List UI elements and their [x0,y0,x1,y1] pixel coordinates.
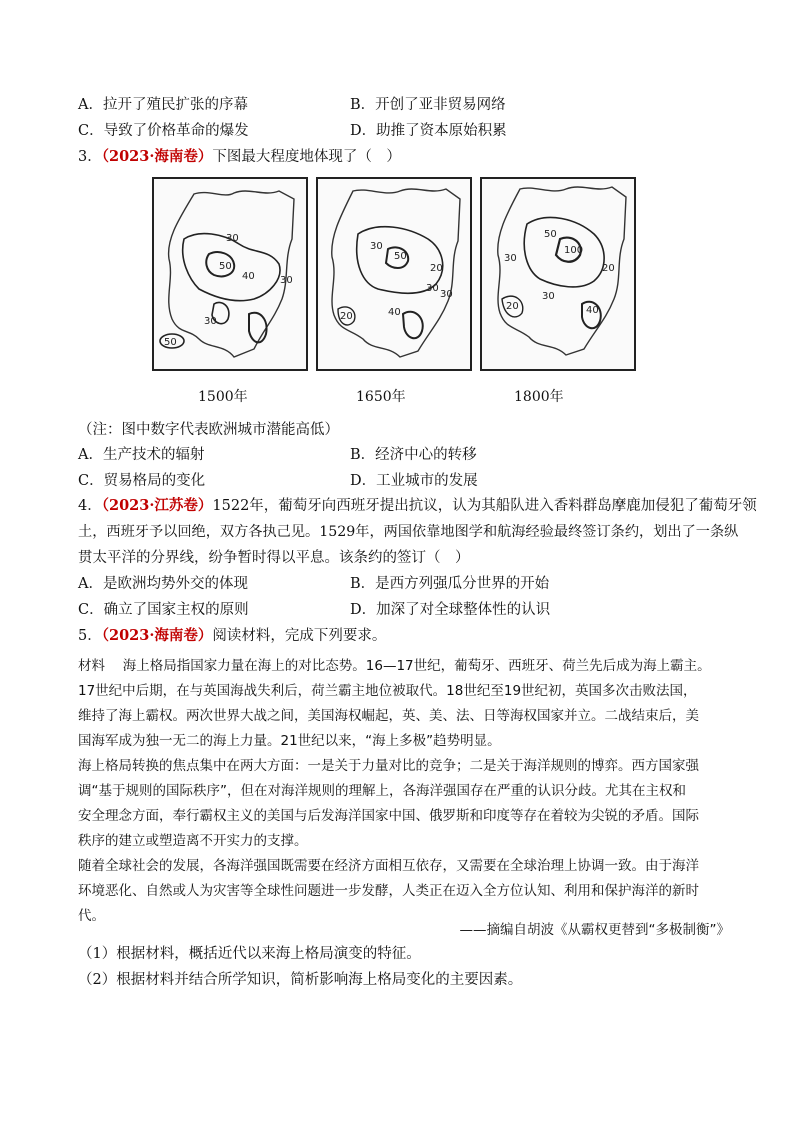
q4-options-row-1 [78,574,728,594]
map-1800-label-5: 20 [506,301,519,312]
map-caption-1800: 1800年 [514,389,564,405]
q3-option-c: C．贸易格局的变化 [78,473,206,489]
map-1500-drawing [154,179,306,369]
map-1650-label-4: 30 [440,289,453,300]
map-1650-label-7: 40 [388,307,401,318]
map-1800-drawing [482,179,634,369]
map-1650-drawing [318,179,470,369]
map-caption-1500: 1500年 [198,389,248,405]
map-1800-label-4: 20 [602,263,615,274]
map-1800-label-2: 30 [504,253,517,264]
map-1650-label-3: 20 [430,263,443,274]
map-1500-label-2: 40 [242,271,255,282]
material-line-2: 17世纪中后期，在与英国海战失利后，荷兰霸主地位被取代。18世纪至19世纪初，英国多次击败法国， [78,683,697,699]
map-1500-label-5: 30 [204,316,217,327]
q4-option-a: A．是欧洲均势外交的体现 [78,576,248,592]
q2-options-row-2 [78,121,728,141]
q4-line-2: 土，西班牙予以回绝，双方各执己见。1529年，两国依靠地图学和航海经验最终签订条约，划出了一条纵 [78,524,739,540]
q4-line-1 [78,496,757,516]
q4-options-row-2 [78,600,728,620]
q5-stem [78,626,728,646]
q3-stem-text: 下图最大程度地体现了（ ） [212,149,401,165]
q2-option-d: D．助推了资本原始积累 [350,123,507,139]
q5-number: 5． [78,628,102,644]
q4-text-1: 1522年，葡萄牙向西班牙提出抗议，认为其船队进入香料群岛摩鹿加侵犯了葡萄牙领 [212,498,757,514]
map-1500-label-6: 50 [164,337,177,348]
q3-option-d: D．工业城市的发展 [350,473,478,489]
map-1500 [152,177,308,371]
map-1650-label-2: 50 [394,251,407,262]
q5-sub-question-1: （1）根据材料，概括近代以来海上格局演变的特征。 [78,946,421,962]
material-line-10: 环境恶化、自然或人为灾害等全球性问题进一步发酵，人类正在迈入全方位认知、利用和保护海洋的新时 [78,883,699,899]
material-line-6: 调“基于规则的国际秩序”，但在对海洋规则的理解上，各海洋强国存在严重的认识分歧。尤其在主权和 [78,783,686,799]
material-line-8: 秩序的建立或塑造离不开实力的支撑。 [78,833,308,849]
q5-stem-text: 阅读材料，完成下列要求。 [212,628,387,644]
material-line-5: 海上格局转换的焦点集中在两大方面：一是关于力量对比的竞争；二是关于海洋规则的博弈。西方国家强 [78,758,699,774]
material-line-4: 国海军成为独一无二的海上力量。21世纪以来，“海上多极”趋势明显。 [78,733,501,749]
q2-option-b: B．开创了亚非贸易网络 [350,97,506,113]
q4-number: 4． [78,498,102,514]
q4-source: （2023·江苏卷） [101,497,213,514]
map-caption-1650: 1650年 [356,389,406,405]
map-1800-label-6: 30 [542,291,555,302]
q3-source: （2023·海南卷） [101,148,213,165]
q5-source: （2023·海南卷） [101,627,213,644]
q4-option-b: B．是西方列强瓜分世界的开始 [350,576,550,592]
map-1650 [316,177,472,371]
q3-number: 3． [78,149,102,165]
q4-line-3: 贯太平洋的分界线，纷争暂时得以平息。该条约的签订（ ） [78,550,470,566]
material-line-3: 维持了海上霸权。两次世界大战之间，美国海权崛起，英、美、法、日等海权国家并立。二战结束后，美 [78,708,699,724]
q2-option-c: C．导致了价格革命的爆发 [78,123,249,139]
q3-option-b: B．经济中心的转移 [350,447,477,463]
map-1650-label-5: 20 [340,311,353,322]
q5-sub-question-2: （2）根据材料并结合所学知识，简析影响海上格局变化的主要因素。 [78,972,523,988]
map-1500-label-3: 50 [219,261,232,272]
material-line-1: 材料 海上格局指国家力量在海上的对比态势。16—17世纪，葡萄牙、西班牙、荷兰先后成为海上霸主。 [78,658,711,674]
q5-material [78,654,730,929]
map-1650-label-1: 30 [370,241,383,252]
q3-options-row-1 [78,445,728,465]
map-1650-label-6: 30 [426,283,439,294]
q2-options-row-1 [78,95,728,115]
map-1800 [480,177,636,371]
q3-options-row-2 [78,471,728,491]
material-line-9: 随着全球社会的发展，各海洋强国既需要在经济方面相互依存，又需要在全球治理上协调一致。由于海洋 [78,858,699,874]
map-1500-label-4: 30 [280,275,293,286]
material-line-7: 安全理念方面，奉行霸权主义的美国与后发海洋国家中国、俄罗斯和印度等存在着较为尖锐的矛盾。国际 [78,808,699,824]
map-1500-label-1: 30 [226,233,239,244]
q4-option-c: C．确立了国家主权的原则 [78,602,249,618]
q3-note: （注：图中数字代表欧洲城市潜能高低） [78,422,339,438]
q3-option-a: A．生产技术的辐射 [78,447,205,463]
material-line-11: 代。 [78,908,105,924]
q3-stem [78,147,728,167]
map-1800-label-1: 50 [544,229,557,240]
q2-option-a: A．拉开了殖民扩张的序幕 [78,97,248,113]
q4-option-d: D．加深了对全球整体性的认识 [350,602,551,618]
map-1800-label-7: 40 [586,305,599,316]
map-1800-label-3: 100 [564,245,584,256]
q5-citation: ——摘编自胡波《从霸权更替到“多极制衡”》 [459,922,730,938]
